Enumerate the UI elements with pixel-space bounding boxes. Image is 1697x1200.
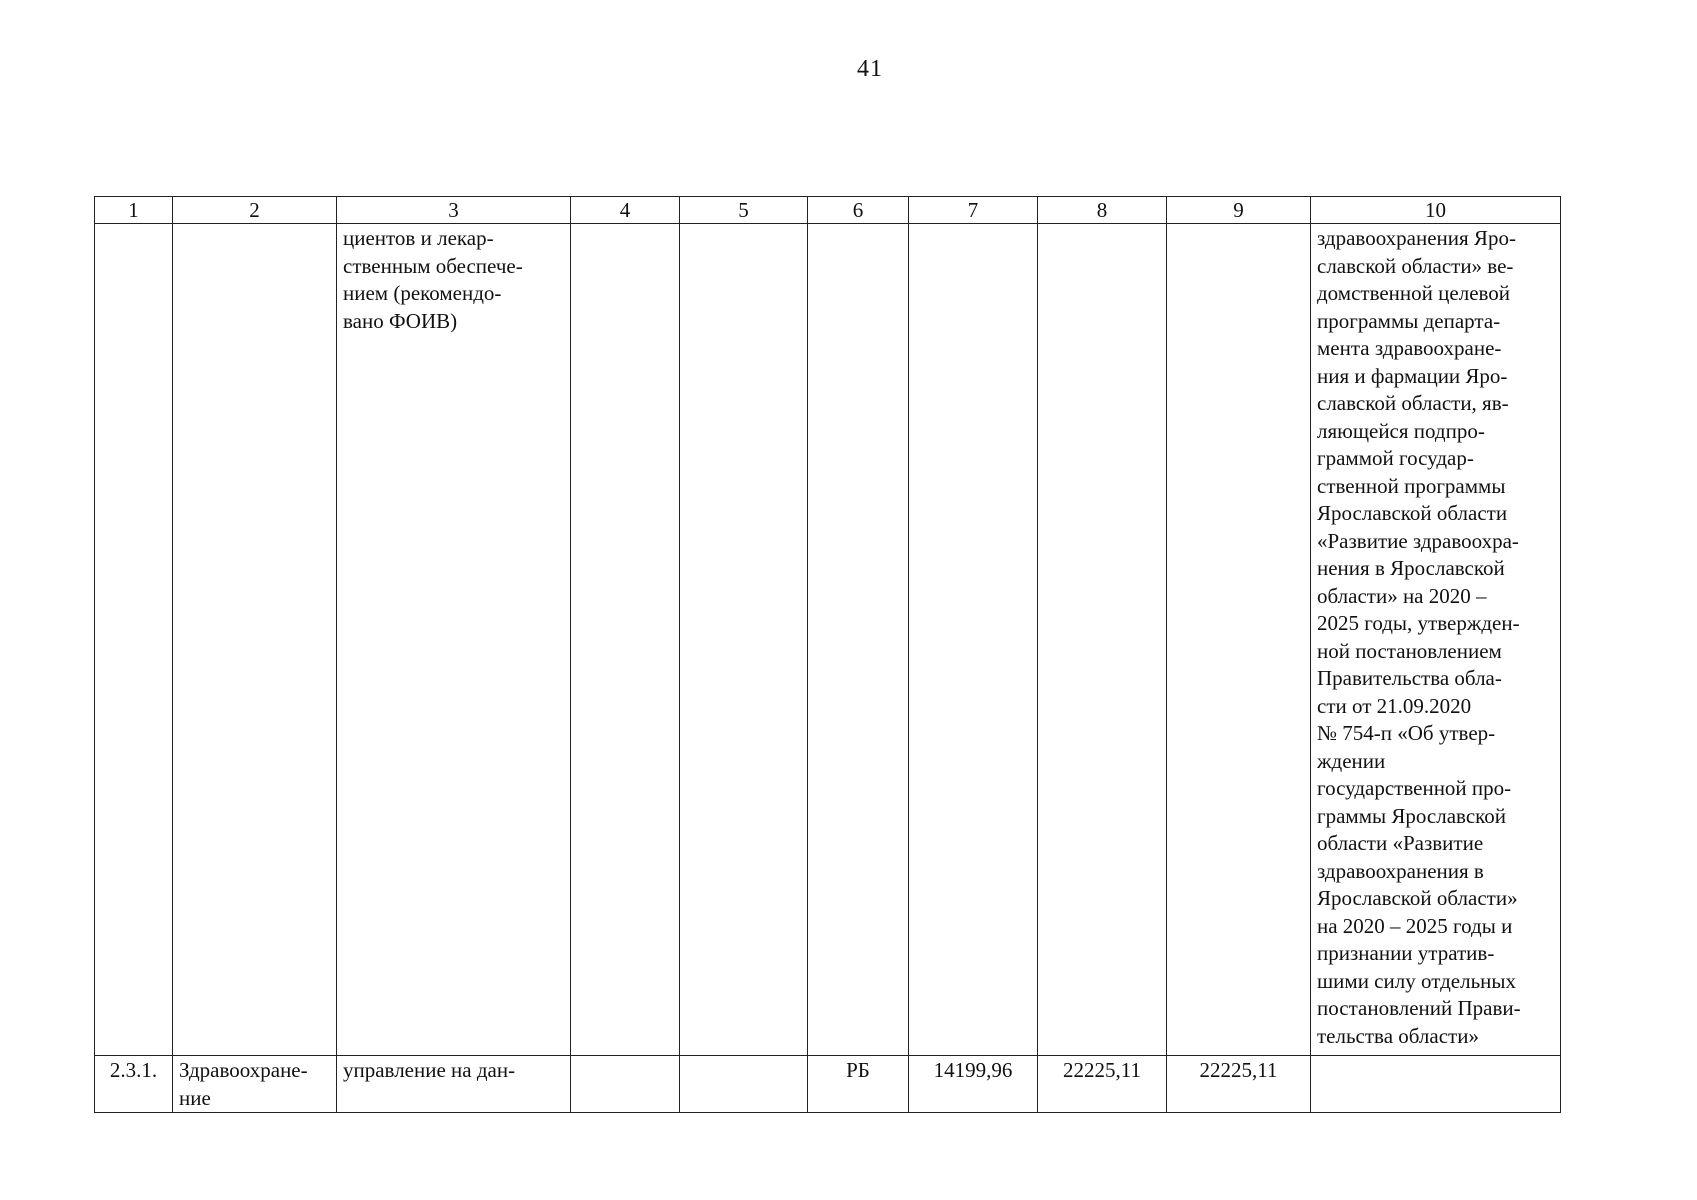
table-cell: циентов и лекар- ственным обеспече- нием (рекомендо- вано ФОИВ): [337, 224, 571, 1056]
table-cell: [680, 1056, 808, 1113]
header-cell: 8: [1038, 197, 1167, 224]
page-number: 41: [857, 56, 883, 82]
header-cell: 10: [1311, 197, 1561, 224]
table-header-row: [95, 197, 1561, 224]
table-cell: РБ: [808, 1056, 909, 1113]
table-cell: [1038, 224, 1167, 1056]
table-cell: [571, 224, 680, 1056]
table-cell: [680, 224, 808, 1056]
header-cell: 5: [680, 197, 808, 224]
table-cell: [808, 224, 909, 1056]
table-cell: Здравоохране- ние: [173, 1056, 337, 1113]
table-cell: 14199,96: [909, 1056, 1038, 1113]
header-cell: 1: [95, 197, 173, 224]
header-cell: 3: [337, 197, 571, 224]
header-cell: 9: [1167, 197, 1311, 224]
table-row: [95, 1056, 1561, 1113]
header-cell: 7: [909, 197, 1038, 224]
table-cell: [1311, 1056, 1561, 1113]
header-cell: 6: [808, 197, 909, 224]
table-cell: здравоохранения Яро- славской области» ве- домственной целевой программы департа- мента здравоохране- ния и фармации Яро- славской области, яв- ляющейся подпро- граммой государ- ственной программы Ярославской области «Развитие здравоохра- нения в Ярославской области» на 2020 – 2025 годы, утвержден- ной постановлением Правительства обла- сти от 21.09.2020 № 754-п «Об утвер- ждении государственной про- граммы Ярославской области «Развитие здравоохранения в Ярославской области» на 2020 – 2025 годы и признании утратив- шими силу отдельных постановлений Прави- тельства области»: [1311, 224, 1561, 1056]
table-cell: [1167, 224, 1311, 1056]
table-cell: 2.3.1.: [95, 1056, 173, 1113]
table-cell: [909, 224, 1038, 1056]
table-cell: [571, 1056, 680, 1113]
table-cell: [95, 224, 173, 1056]
table-cell: 22225,11: [1167, 1056, 1311, 1113]
table-cell: управление на дан-: [337, 1056, 571, 1113]
table-row: [95, 224, 1561, 1056]
data-table: [94, 196, 1561, 1113]
header-cell: 2: [173, 197, 337, 224]
header-cell: 4: [571, 197, 680, 224]
table-cell: [173, 224, 337, 1056]
table-cell: 22225,11: [1038, 1056, 1167, 1113]
